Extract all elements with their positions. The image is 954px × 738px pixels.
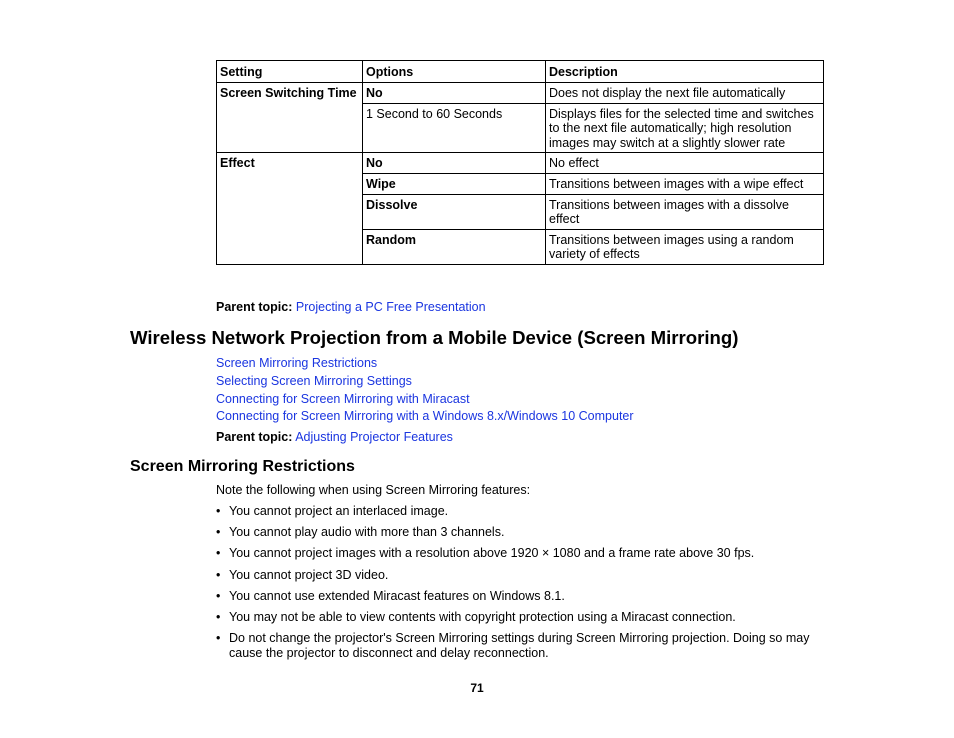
- bullet-icon: •: [216, 609, 221, 624]
- option-cell: Random: [363, 229, 546, 264]
- list-item-text: You cannot use extended Miracast features on Windows 8.1.: [229, 588, 565, 603]
- column-header-description: Description: [546, 61, 824, 83]
- parent-topic-label: Parent topic:: [216, 300, 293, 314]
- section-title: Wireless Network Projection from a Mobile Device (Screen Mirroring): [130, 327, 739, 348]
- option-cell: Dissolve: [363, 194, 546, 229]
- page-number: 71: [470, 681, 484, 695]
- setting-cell: Effect: [217, 153, 363, 265]
- link-connecting-miracast[interactable]: Connecting for Screen Mirroring with Miracast: [216, 391, 470, 406]
- list-item: [216, 610, 816, 625]
- option-cell: No: [363, 153, 546, 174]
- description-cell: Does not display the next file automatically: [546, 83, 824, 104]
- list-item: [216, 568, 816, 583]
- link-connecting-windows[interactable]: Connecting for Screen Mirroring with a Windows 8.x/Windows 10 Computer: [216, 409, 634, 424]
- bullet-icon: •: [216, 588, 221, 603]
- table-row: [217, 83, 824, 104]
- link-selecting-screen-mirroring-settings[interactable]: Selecting Screen Mirroring Settings: [216, 373, 412, 388]
- settings-table: [216, 60, 824, 265]
- list-item-text: You cannot project images with a resolution above 1920 × 1080 and a frame rate above 30 fps.: [229, 546, 755, 561]
- option-cell: Wipe: [363, 173, 546, 194]
- option-cell: 1 Second to 60 Seconds: [363, 103, 546, 153]
- column-header-setting: Setting: [217, 61, 363, 83]
- parent-topic-label: Parent topic:: [216, 430, 293, 444]
- list-item-text: You cannot project 3D video.: [229, 567, 389, 582]
- list-item: [216, 589, 816, 604]
- description-cell: Transitions between images with a wipe effect: [546, 173, 824, 194]
- description-cell: No effect: [546, 153, 824, 174]
- subsection-title: Screen Mirroring Restrictions: [130, 458, 355, 475]
- list-item: [216, 546, 816, 561]
- parent-topic-link[interactable]: Projecting a PC Free Presentation: [295, 300, 486, 314]
- bullet-icon: •: [216, 567, 221, 582]
- description-cell: Transitions between images with a dissolve effect: [546, 194, 824, 229]
- list-item-text: You may not be able to view contents with copyright protection using a Miracast connection.: [229, 609, 736, 624]
- table-header-row: [217, 61, 824, 83]
- option-cell: No: [363, 83, 546, 104]
- table-row: [217, 153, 824, 174]
- list-item: [216, 525, 816, 540]
- list-item-text: Do not change the projector's Screen Mirroring settings during Screen Mirroring projection. Doing so may cause the projector to disconnect and delay reconnection.: [229, 631, 810, 660]
- column-header-options: Options: [363, 61, 546, 83]
- list-item-text: You cannot play audio with more than 3 channels.: [229, 525, 505, 540]
- parent-topic: [216, 300, 486, 314]
- description-cell: Displays files for the selected time and switches to the next file automatically; high resolution images may switch at a slightly slower rate: [546, 103, 824, 153]
- link-screen-mirroring-restrictions[interactable]: Screen Mirroring Restrictions: [216, 356, 378, 370]
- parent-topic: [216, 430, 453, 444]
- list-item: [216, 504, 816, 519]
- parent-topic-link[interactable]: Adjusting Projector Features: [295, 430, 453, 444]
- description-cell: Transitions between images using a random variety of effects: [546, 229, 824, 264]
- list-item-text: You cannot project an interlaced image.: [229, 504, 449, 518]
- bullet-icon: •: [216, 546, 221, 561]
- list-item: [216, 631, 816, 660]
- setting-cell: Screen Switching Time: [217, 83, 363, 153]
- restrictions-list: [216, 504, 816, 667]
- note-intro: Note the following when using Screen Mirroring features:: [216, 483, 531, 497]
- bullet-icon: •: [216, 504, 221, 518]
- section-link-list: [216, 355, 634, 426]
- bullet-icon: •: [216, 525, 221, 540]
- bullet-icon: •: [216, 631, 221, 646]
